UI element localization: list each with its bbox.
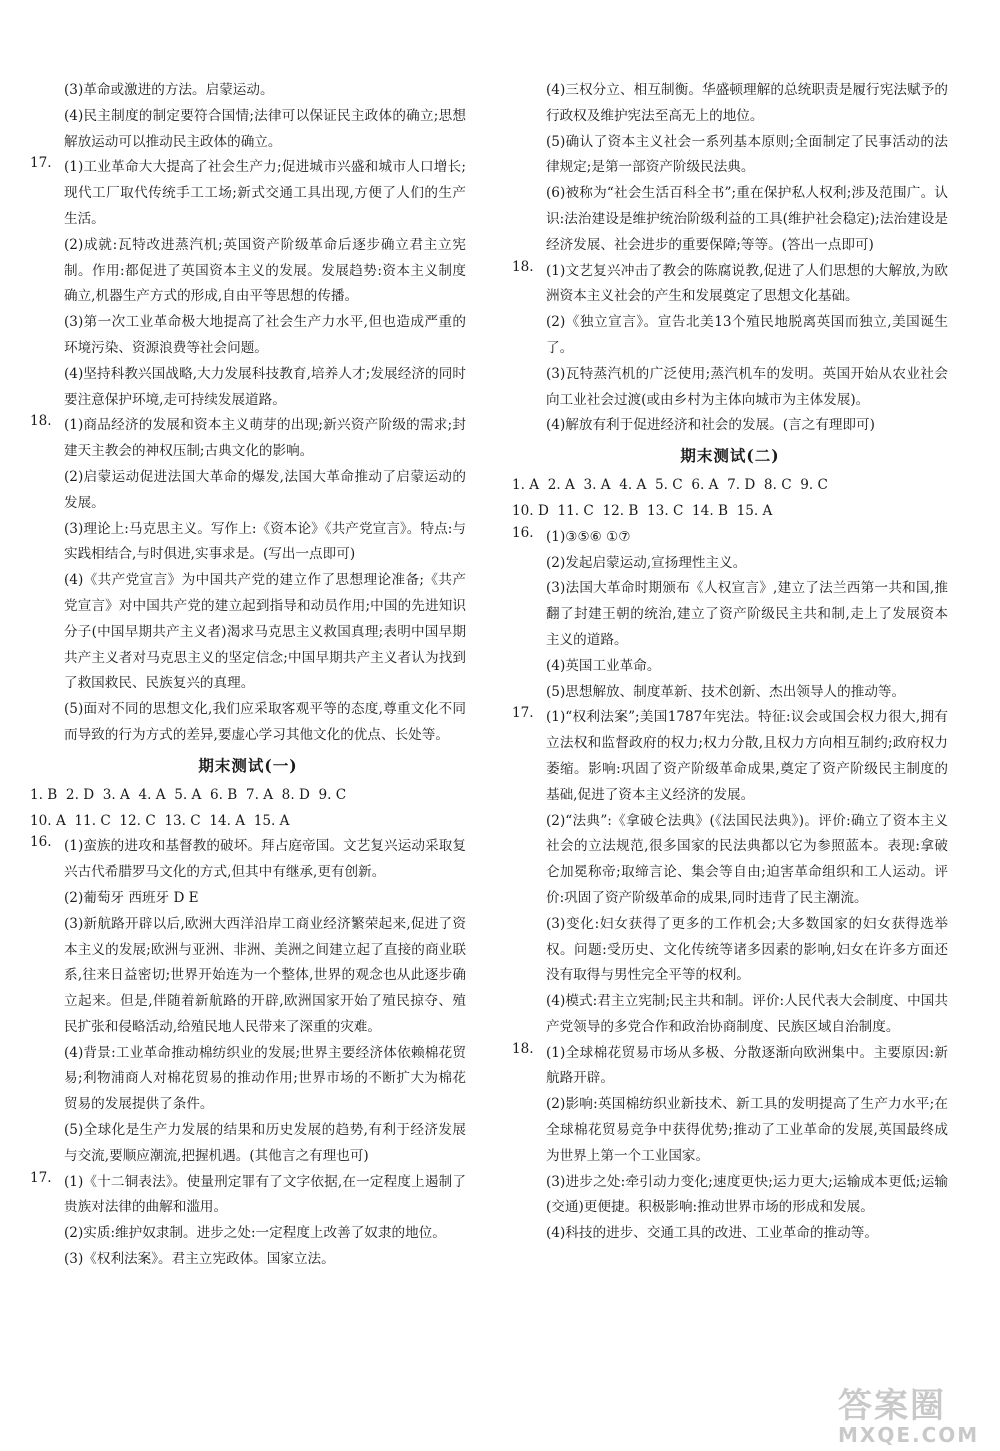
answer-paragraph: (2)“法典”:《拿破仑法典》(《法国民法典》)。评价:确立了资本主义社会的立法规范,很多国家的民法典都以它为参照蓝本。表现:拿破仑加冕称帝;取缔言论、集会等自由;迫害革命组织和工人运动。评价:巩固了资产阶级革命的成果,同时违背了民主潮流。 [546,812,948,906]
question-item [512,1041,948,1093]
answer-paragraph: (3)瓦特蒸汽机的广泛使用;蒸汽机车的发明。英国开始从农业社会向工业社会过渡(或由乡村为主体向城市为主体发展)。 [546,365,948,408]
answer-paragraph: (4)模式:君主立宪制;民主共和制。评价:人民代表大会制度、中国共产党领导的多党合作和政治协商制度、民族区域自治制度。 [546,993,948,1035]
answer-paragraph: (6)被称为“社会生活百科全书”;重在保护私人权利;涉及范围广。认识:法治建设是维护统治阶级利益的工具(维护社会稳定);法治建设是经济发展、社会进步的重要保障;等等。(答出一点即可) [546,185,948,253]
left-column [30,78,466,1273]
answer-paragraph: (2)实质:维护奴隶制。进步之处:一定程度上改善了奴隶的地位。 [64,1225,446,1242]
answer-paragraph: (4)《共产党宣言》为中国共产党的建立作了思想理论准备;《共产党宣言》对中国共产党的建立起到指导和动员作用;中国的先进知识分子(中国早期共产主义者)渴求马克思主义救国真理;表明中国早期共产主义者对马克思主义的坚定信念;中国早期共产主义者认为找到了救国救民、民族复兴的真理。 [64,572,466,692]
answer-paragraph: (2)影响:英国棉纺织业新技术、新工具的发明提高了生产力水平;在全球棉花贸易竞争中获得优势;推动了工业革命的发展,英国最终成为世界上第一个工业国家。 [546,1096,948,1164]
answer-paragraph: (3)变化:妇女获得了更多的工作机会;大多数国家的妇女获得选举权。问题:受历史、文化传统等诸多因素的影响,妇女在许多方面还没有取得与男性完全平等的权利。 [546,915,948,984]
answer-key-line: 10. A 11. C 12. C 13. C 14. A 15. A [30,812,290,829]
watermark-logo: 答案圈 [838,1386,946,1426]
question-number: 17. [30,155,52,172]
question-item [30,155,466,232]
answer-text: (1)《十二铜表法》。使量刑定罪有了文字依据,在一定程度上遏制了贵族对法律的曲解和滥用。 [64,1173,466,1216]
answer-key-line: 10. D 11. C 12. B 13. C 14. B 15. A [512,502,773,519]
answer-paragraph: (2)启蒙运动促进法国大革命的爆发,法国大革命推动了启蒙运动的发展。 [64,468,466,511]
answer-text: (1)文艺复兴冲击了教会的陈腐说教,促进了人们思想的大解放,为欧洲资本主义社会的产生和发展奠定了思想文化基础。 [546,262,948,305]
right-column [512,78,948,1247]
answer-text: (1)蛮族的进攻和基督教的破坏。拜占庭帝国。文艺复兴运动采取复兴古代希腊罗马文化的方式,但其中有继承,更有创新。 [64,838,466,881]
answer-text: (1)③⑤⑥ ①⑦ [546,528,631,545]
question-item [512,525,948,551]
answer-paragraph: (2)成就:瓦特改进蒸汽机;英国资产阶级革命后逐步确立君主立宪制。作用:都促进了英国资本主义的发展。发展趋势:资本主义制度确立,机器生产方式的形成,自由平等思想的传播。 [64,236,466,305]
answer-key-line: 1. B 2. D 3. A 4. A 5. A 6. B 7. A 8. D 9. C [30,786,347,803]
question-item [30,834,466,886]
answer-text: (1)商品经济的发展和资本主义萌芽的出现;新兴资产阶级的需求;封建天主教会的神权压制;古典文化的影响。 [64,417,466,460]
question-item [30,413,466,465]
answer-text: (1)工业革命大大提高了社会生产力;促进城市兴盛和城市人口增长;现代工厂取代传统手工工场;新式交通工具出现,方便了人们的生产生活。 [64,159,466,227]
answer-paragraph: (3)《权利法案》。君主立宪政体。国家立法。 [64,1251,335,1268]
answer-paragraph: (5)全球化是生产力发展的结果和历史发展的趋势,有利于经济发展与交流,要顺应潮流,把握机遇。(其他言之有理也可) [64,1122,466,1164]
answer-paragraph: (3)第一次工业革命极大地提高了社会生产力水平,但也造成严重的环境污染、资源浪费等社会问题。 [64,314,466,356]
answer-paragraph: (5)思想解放、制度革新、技术创新、杰出领导人的推动等。 [546,683,906,700]
section-heading: 期末测试(一) [198,755,298,775]
question-number: 16. [512,524,534,541]
question-item [512,259,948,311]
question-number: 17. [30,1169,52,1186]
answer-paragraph: (2)《独立宣言》。宣告北美13个殖民地脱离英国而独立,美国诞生了。 [546,314,948,356]
answer-text: (1)“权利法案”;美国1787年宪法。特征:议会或国会权力很大,拥有立法权和监督政府的权力;权力分散,且权力方向相互制约;政府权力萎缩。影响:巩固了资产阶级革命成果,奠定了资产阶级民主制度的基础,促进了资本主义经济的发展。 [546,709,948,803]
question-item [512,705,948,808]
answer-paragraph: (2)葡萄牙 西班牙 D E [64,889,199,906]
question-number: 18. [512,1040,534,1057]
answer-paragraph: (5)确认了资本主义社会一系列基本原则;全面制定了民事活动的法律规定;是第一部资产阶级民法典。 [546,133,948,176]
watermark [838,1388,979,1446]
question-number: 18. [30,413,52,430]
answer-paragraph: (4)解放有利于促进经济和社会的发展。(言之有理即可) [546,417,875,434]
answer-paragraph: (3)理论上:马克思主义。写作上:《资本论》《共产党宣言》。特点:与实践相结合,与时俱进,实事求是。(写出一点即可) [64,520,466,563]
answer-paragraph: (4)英国工业革命。 [546,657,661,674]
answer-paragraph: (3)进步之处:牵引动力变化;速度更快;运力更大;运输成本更低;运输(交通)更便捷。积极影响:推动世界市场的形成和发展。 [546,1173,948,1216]
question-number: 16. [30,834,52,851]
answer-paragraph: (2)发起启蒙运动,宣扬理性主义。 [546,554,747,571]
answer-key-line: 1. A 2. A 3. A 4. A 5. C 6. A 7. D 8. C 9. C [512,477,828,494]
answer-text: (1)全球棉花贸易市场从多极、分散逐渐向欧洲集中。主要原因:新航路开辟。 [546,1044,948,1087]
question-number: 18. [512,258,534,275]
answer-paragraph: (3)法国大革命时期颁布《人权宣言》,建立了法兰西第一共和国,推翻了封建王朝的统治,建立了资产阶级民主共和制,走上了发展资本主义的道路。 [546,580,948,648]
answer-paragraph: (4)科技的进步、交通工具的改进、工业革命的推动等。 [546,1225,878,1242]
watermark-url: MXQE.COM [838,1423,980,1447]
answer-paragraph: (4)民主制度的制定要符合国情;法律可以保证民主政体的确立;思想解放运动可以推动民主政体的确立。 [64,107,466,150]
answer-paragraph: (3)革命或激进的方法。启蒙运动。 [64,82,274,98]
answer-paragraph: (3)新航路开辟以后,欧洲大西洋沿岸工商业经济繁荣起来,促进了资本主义的发展;欧洲与亚洲、非洲、美洲之间建立起了直接的商业联系,往来日益密切;世界开始连为一个整体,世界的观念也从此逐步确立起来。但是,伴随着新航路的开辟,欧洲国家开始了殖民掠夺、殖民扩张和侵略活动,给殖民地人民带来了深重的灾难。 [64,915,466,1035]
answer-paragraph: (4)背景:工业革命推动棉纺织业的发展;世界主要经济体依赖棉花贸易;利物浦商人对棉花贸易的推动作用;世界市场的不断扩大为棉花贸易的发展提供了条件。 [64,1044,466,1113]
question-item [30,1170,466,1222]
answer-paragraph: (5)面对不同的思想文化,我们应采取客观平等的态度,尊重文化不同而导致的行为方式的差异,要虚心学习其他文化的优点、长处等。 [64,701,466,743]
section-heading: 期末测试(二) [680,446,780,466]
answer-paragraph: (4)三权分立、相互制衡。华盛顿理解的总统职责是履行宪法赋予的行政权及维护宪法至高无上的地位。 [546,82,948,124]
answer-paragraph: (4)坚持科教兴国战略,大力发展科技教育,培养人才;发展经济的同时要注意保护环境,走可持续发展道路。 [64,365,466,408]
question-number: 17. [512,705,534,722]
